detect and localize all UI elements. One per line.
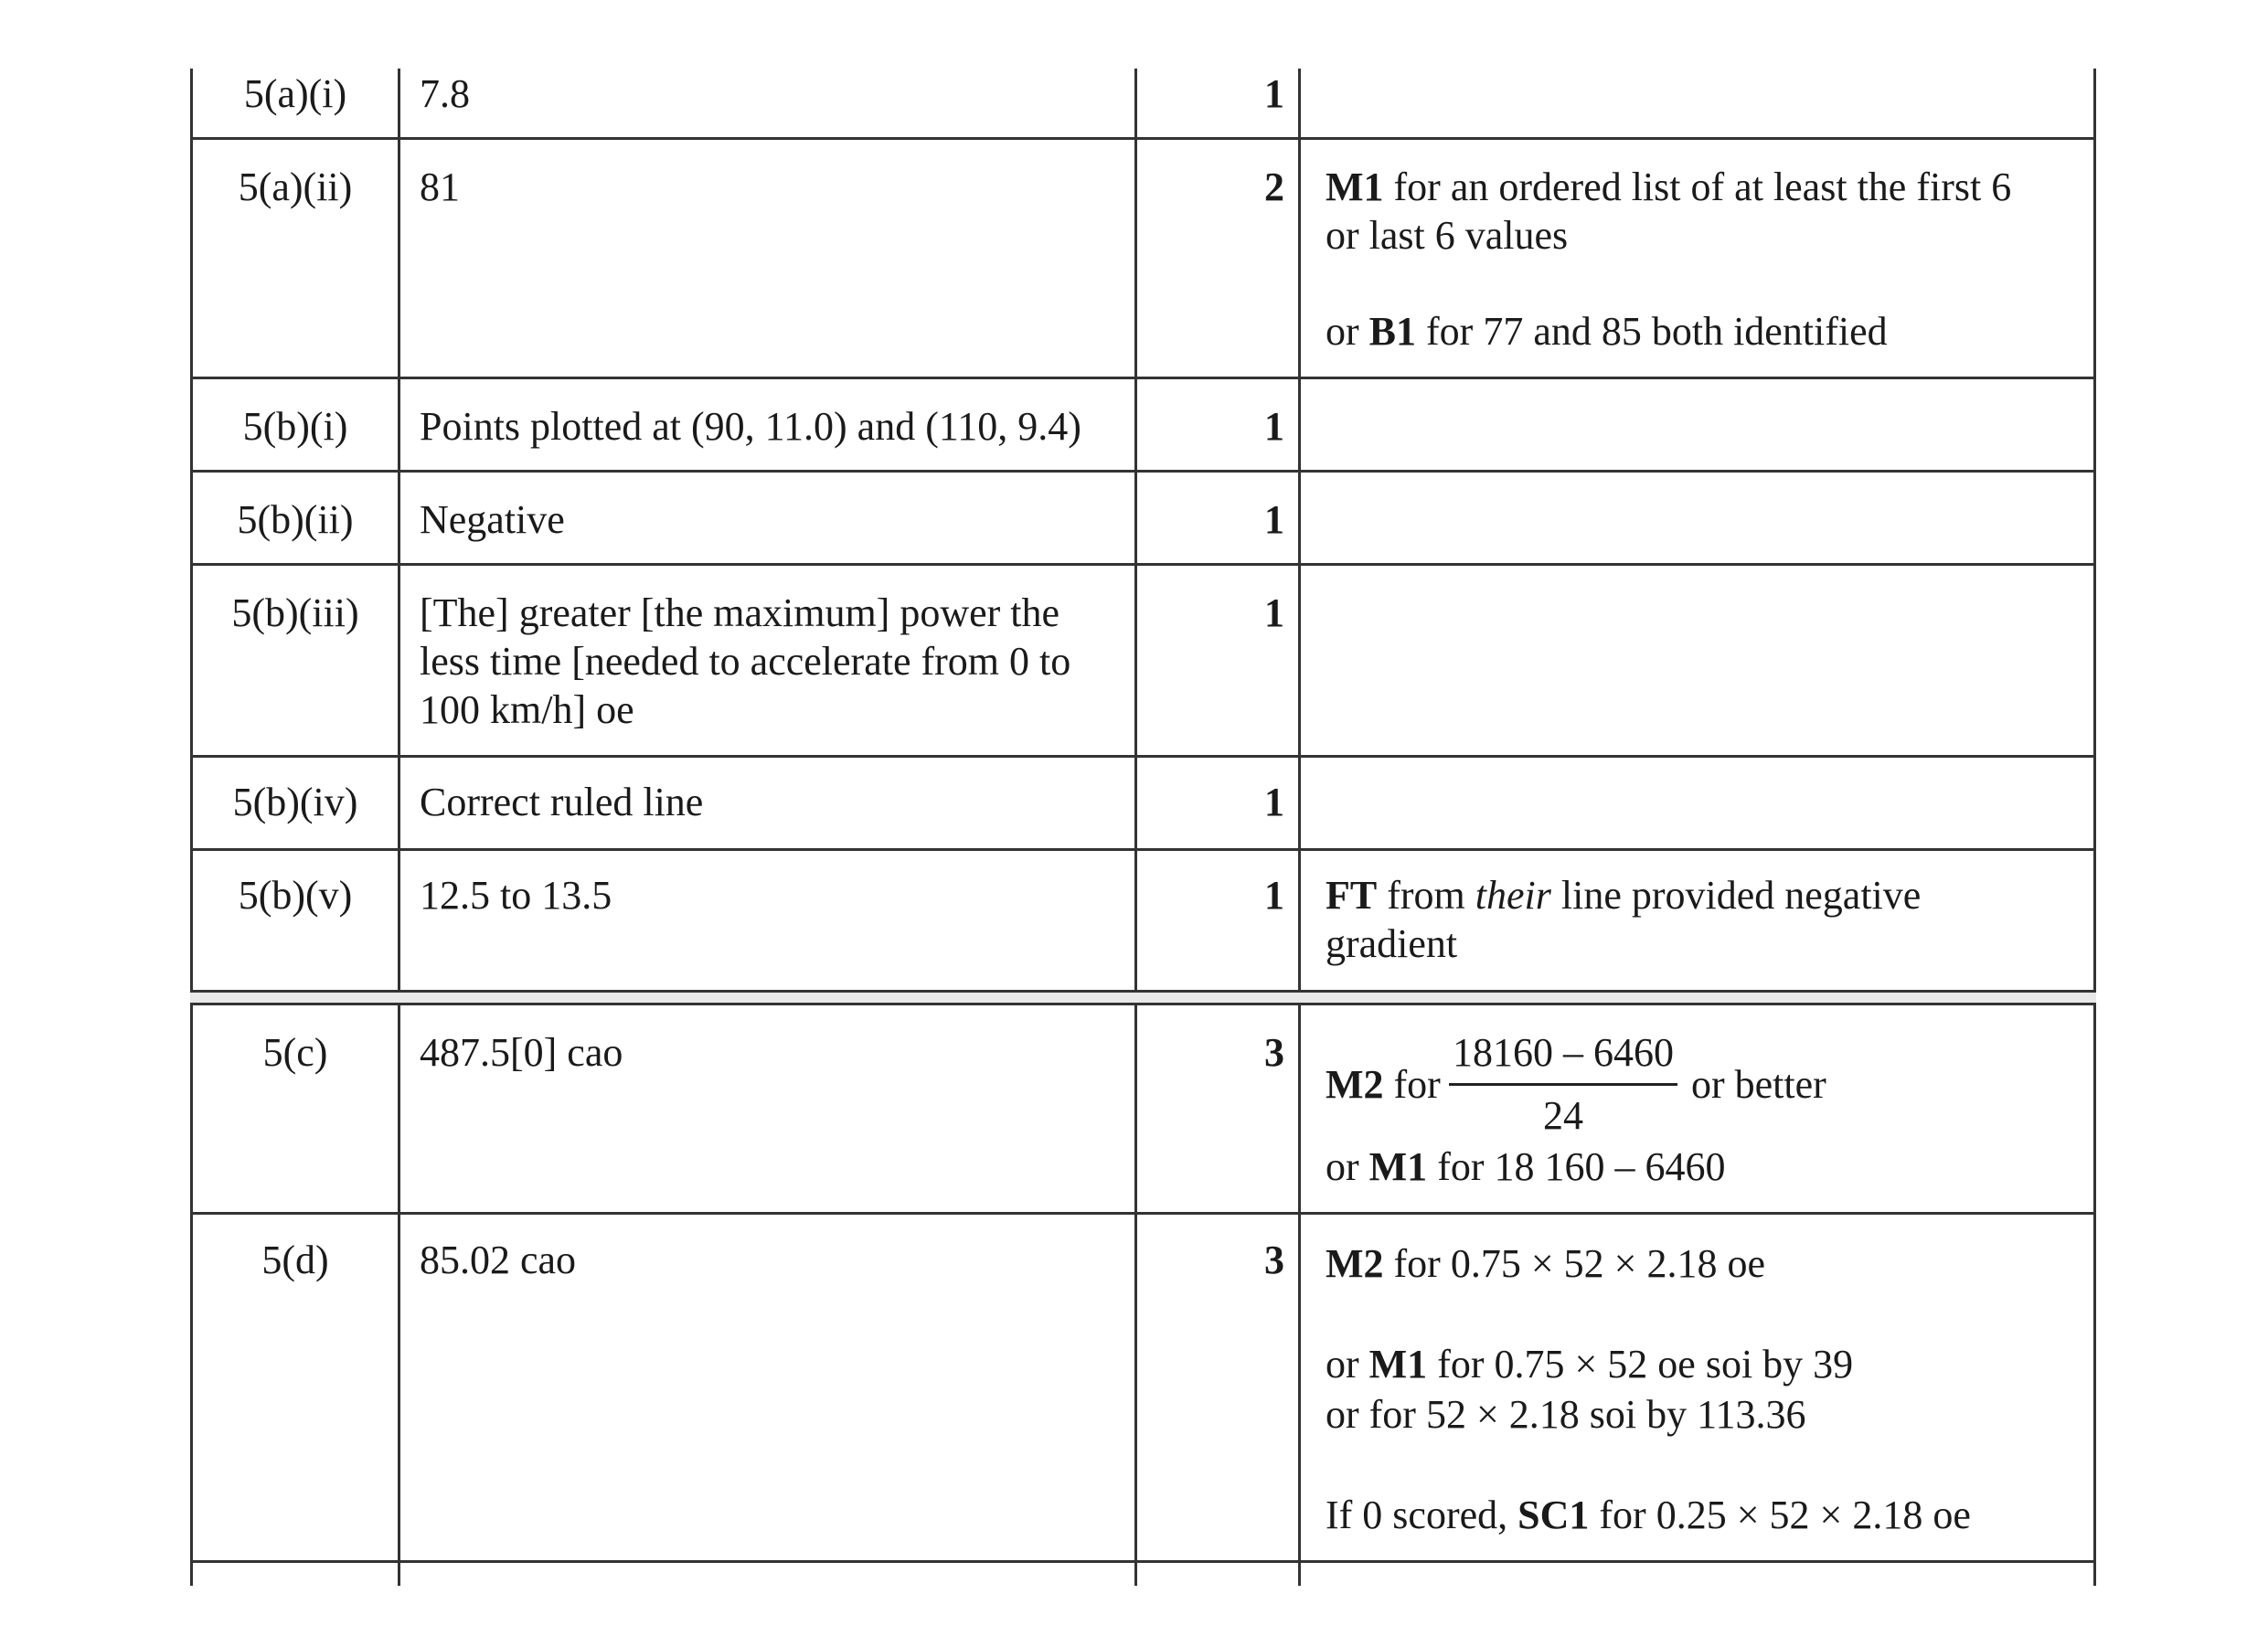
answer-text: 487.5[0] cao bbox=[420, 1030, 623, 1075]
marks-value: 2 bbox=[1264, 165, 1284, 209]
question-number: 5(c) bbox=[262, 1030, 328, 1075]
answer-text: 12.5 to 13.5 bbox=[420, 873, 612, 918]
mark-code: M1 bbox=[1326, 165, 1384, 209]
question-number: 5(b)(i) bbox=[242, 404, 348, 449]
guidance-line bbox=[1326, 1340, 1853, 1389]
row-divider bbox=[190, 848, 2096, 851]
guidance-line bbox=[1326, 1239, 1765, 1289]
guidance-text: for bbox=[1383, 1062, 1441, 1107]
mark-code: M1 bbox=[1368, 1144, 1428, 1189]
marks-value: 3 bbox=[1264, 1238, 1284, 1282]
guidance-line: gradient bbox=[1326, 921, 1458, 966]
guidance-text: for an ordered list of at least the first 6 bbox=[1383, 165, 2012, 209]
row-divider bbox=[190, 137, 2096, 140]
guidance-prefix: or bbox=[1326, 1144, 1369, 1189]
mark-code: SC1 bbox=[1517, 1493, 1590, 1537]
guidance-line bbox=[1326, 871, 1921, 920]
table-border-left bbox=[190, 69, 193, 1586]
fraction-denominator: 24 bbox=[1543, 1093, 1583, 1138]
column-divider-marks bbox=[1298, 69, 1301, 1586]
mark-code: M2 bbox=[1326, 1062, 1384, 1107]
guidance-line bbox=[1326, 1142, 1726, 1192]
column-divider-answer bbox=[1134, 69, 1137, 1586]
guidance-line bbox=[1326, 1491, 1971, 1540]
marks-value: 1 bbox=[1264, 71, 1284, 116]
question-number: 5(d) bbox=[261, 1238, 329, 1282]
guidance-text: for 18 160 – 6460 bbox=[1427, 1144, 1726, 1189]
guidance-text: line provided negative bbox=[1550, 873, 1922, 918]
table-border-right bbox=[2093, 69, 2096, 1586]
answer-text: 7.8 bbox=[420, 71, 470, 116]
marks-value: 1 bbox=[1264, 780, 1284, 824]
guidance-line: or last 6 values bbox=[1326, 213, 1569, 258]
guidance-line bbox=[1326, 1060, 1441, 1110]
guidance-text: for 0.75 × 52 × 2.18 oe bbox=[1383, 1241, 1765, 1286]
guidance-prefix: or bbox=[1326, 309, 1369, 354]
row-divider bbox=[190, 470, 2096, 473]
question-number: 5(b)(v) bbox=[238, 873, 353, 918]
marks-value: 1 bbox=[1264, 590, 1284, 635]
mark-code: M2 bbox=[1326, 1241, 1384, 1286]
row-divider bbox=[190, 990, 2096, 993]
mark-code: M1 bbox=[1368, 1342, 1428, 1387]
guidance-text: for 0.75 × 52 oe soi by 39 bbox=[1427, 1342, 1854, 1387]
mark-code: FT bbox=[1326, 873, 1378, 918]
question-number: 5(b)(iii) bbox=[231, 590, 359, 635]
guidance-text: or better bbox=[1691, 1062, 1826, 1107]
row-divider bbox=[190, 1003, 2096, 1005]
question-number: 5(b)(ii) bbox=[237, 497, 354, 542]
marks-value: 1 bbox=[1264, 497, 1284, 542]
marks-value: 3 bbox=[1264, 1030, 1284, 1075]
question-number: 5(b)(iv) bbox=[232, 780, 358, 824]
answer-text: 100 km/h] oe bbox=[420, 687, 634, 732]
row-divider bbox=[190, 755, 2096, 758]
guidance-prefix: If 0 scored, bbox=[1326, 1493, 1518, 1537]
guidance-prefix: or bbox=[1326, 1342, 1369, 1387]
row-divider bbox=[190, 1560, 2096, 1563]
question-number: 5(a)(ii) bbox=[238, 165, 353, 209]
answer-text: [The] greater [the maximum] power the bbox=[420, 590, 1060, 635]
marks-value: 1 bbox=[1264, 873, 1284, 918]
fraction-bar bbox=[1449, 1083, 1677, 1086]
mark-code: B1 bbox=[1368, 309, 1417, 354]
answer-text: 81 bbox=[420, 165, 460, 209]
answer-text: Negative bbox=[420, 497, 565, 542]
column-divider-question bbox=[398, 69, 400, 1586]
guidance-text: from bbox=[1377, 873, 1475, 918]
fraction-numerator: 18160 – 6460 bbox=[1453, 1030, 1674, 1075]
row-divider bbox=[190, 563, 2096, 566]
marks-value: 1 bbox=[1264, 404, 1284, 449]
guidance-emphasis: their bbox=[1475, 873, 1551, 918]
answer-text: Points plotted at (90, 11.0) and (110, 9.4) bbox=[420, 404, 1081, 449]
guidance-line: or for 52 × 2.18 soi by 113.36 bbox=[1326, 1392, 1806, 1437]
fraction bbox=[1449, 1028, 1677, 1141]
question-number: 5(a)(i) bbox=[243, 71, 347, 116]
answer-text: 85.02 cao bbox=[420, 1238, 577, 1282]
guidance-line bbox=[1326, 163, 2011, 212]
guidance-text: for 0.25 × 52 × 2.18 oe bbox=[1589, 1493, 1971, 1537]
answer-text: less time [needed to accelerate from 0 to bbox=[420, 639, 1071, 684]
row-divider bbox=[190, 1212, 2096, 1215]
row-divider bbox=[190, 377, 2096, 379]
answer-text: Correct ruled line bbox=[420, 780, 704, 824]
guidance-text: for 77 and 85 both identified bbox=[1416, 309, 1888, 354]
guidance-line bbox=[1326, 307, 1888, 356]
